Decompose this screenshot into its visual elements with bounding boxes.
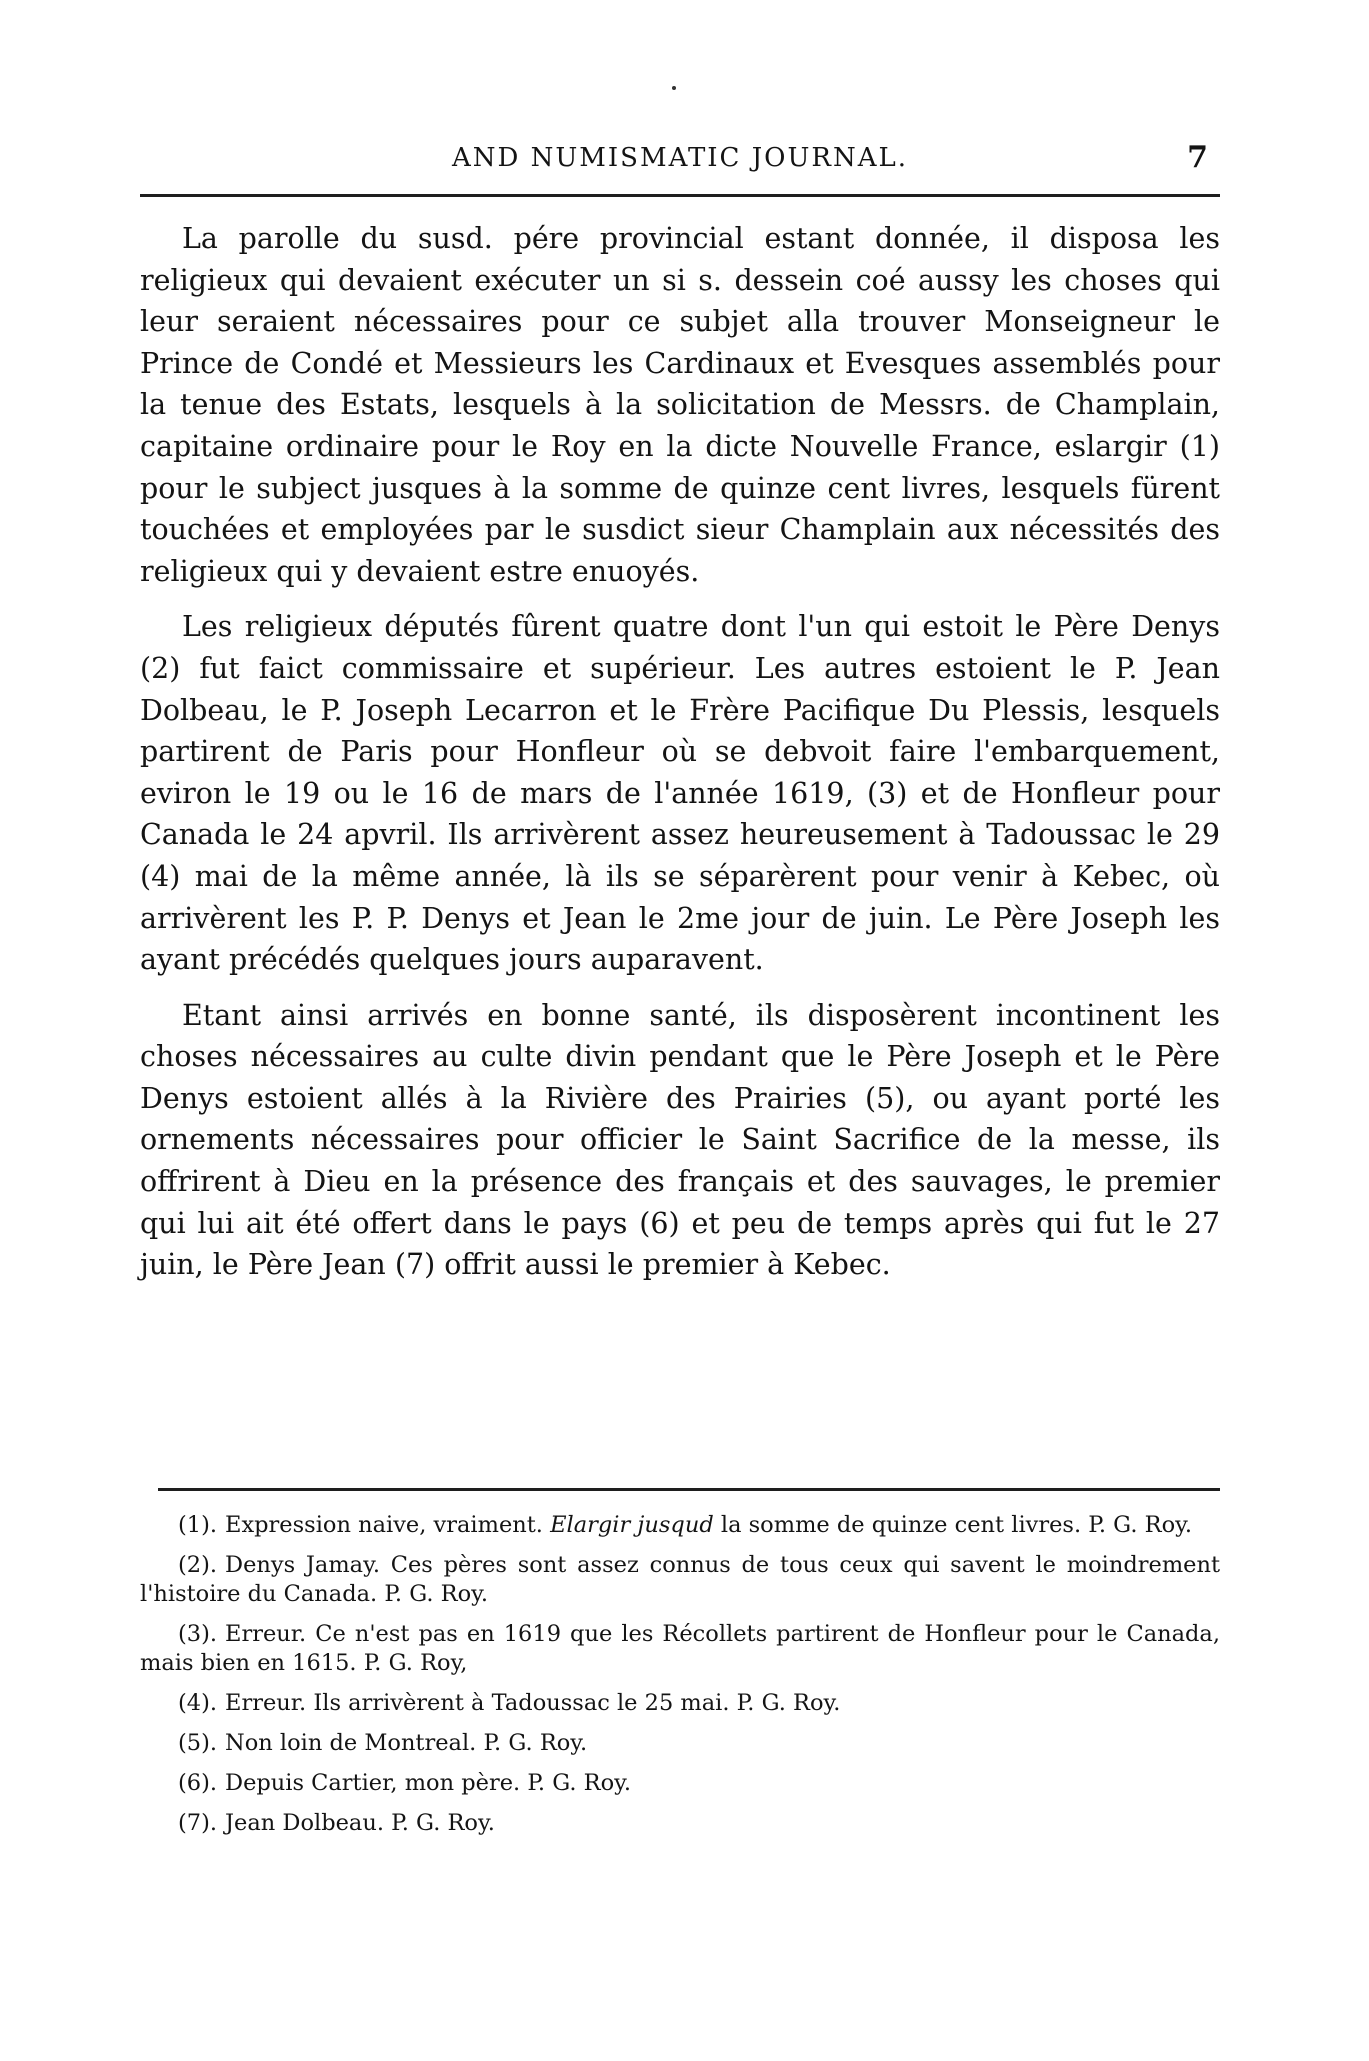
print-speck [672, 86, 676, 90]
footnote [140, 1769, 1220, 1798]
paragraph: Les religieux députés fûrent quatre dont l'un qui estoit le Père Denys (2) fut faict commissaire et supérieur. Les autres estoient le P. Jean Dolbeau, le P. Joseph Lecarron et le Frère Pacifique Du Plessis, lesquels partirent de Paris pour Honfleur où se debvoit faire l'embarquement, eviron le 19 ou le 16 de mars de l'année 1619, (3) et de Honfleur pour Canada le 24 apvril. Ils arrivèrent assez heureusement à Tadoussac le 29 (4) mai de la même année, là ils se séparèrent pour venir à Kebec, où arrivèrent les P. P. Denys et Jean le 2me jour de juin. Le Père Joseph les ayant précédés quelques jours auparavent. [140, 610, 1220, 977]
running-head [140, 140, 1220, 180]
body-text [140, 218, 1220, 1286]
paragraph: La parolle du susd. pére provincial estant donnée, il disposa les religieux qui devaient exécuter un si s. dessein coé aussy les choses qui leur seraient nécessaires pour ce subjet alla trouver Monseigneur le Prince de Condé et Messieurs les Cardinaux et Evesques assemblés pour la tenue des Estats, lesquels à la solicitation de Messrs. de Champlain, capitaine ordinaire pour le Roy en la dicte Nouvelle France, eslargir (1) pour le subject jusques à la somme de quinze cent livres, lesquels fürent touchées et employées par le susdict sieur Champlain aux nécessités des religieux qui y devaient estre enuoyés. [140, 222, 1220, 588]
running-title: AND NUMISMATIC JOURNAL. [451, 143, 909, 173]
footnote-marker: (4). [178, 1690, 218, 1716]
footnote-rule [158, 1488, 1220, 1491]
footnote-text: Erreur. Ils arrivèrent à Tadoussac le 25 mai. P. G. Roy. [225, 1690, 841, 1716]
footnote-text: Jean Dolbeau. P. G. Roy. [225, 1810, 495, 1836]
footnote-marker: (3). [178, 1621, 218, 1647]
paragraph: Etant ainsi arrivés en bonne santé, ils disposèrent incontinent les choses nécessaires au culte divin pendant que le Père Joseph et le Père Denys estoient allés à la Rivière des Prairies (5), ou ayant porté les ornements nécessaires pour officier le Saint Sacrifice de la messe, ils offrirent à Dieu en la présence des français et des sauvages, le premier qui lui ait été offert dans le pays (6) et peu de temps après qui fut le 27 juin, le Père Jean (7) offrit aussi le premier à Kebec. [140, 998, 1220, 1282]
footnote [140, 1620, 1220, 1678]
footnote-marker: (1). [178, 1512, 218, 1538]
footnote [140, 1511, 1220, 1540]
footnote [140, 1689, 1220, 1718]
footnote-emphasis: Elargir jusqud [550, 1512, 714, 1538]
header-rule [140, 194, 1220, 197]
footnote-text: Erreur. Ce n'est pas en 1619 que les Récollets partirent de Honfleur pour le Canada, mais bien en 1615. P. G. Roy, [140, 1621, 1220, 1676]
footnote-marker: (5). [178, 1730, 218, 1756]
footnote-text: Expression naive, vraiment. [225, 1512, 543, 1538]
footnotes [140, 1511, 1220, 1849]
footnote [140, 1551, 1220, 1609]
footnote-text: Non loin de Montreal. P. G. Roy. [225, 1730, 588, 1756]
footnote-marker: (7). [178, 1810, 218, 1836]
footnote-marker: (6). [178, 1770, 218, 1796]
footnote-text: Depuis Cartier, mon père. P. G. Roy. [225, 1770, 632, 1796]
footnote-marker: (2). [178, 1552, 218, 1578]
footnote-text: Denys Jamay. Ces pères sont assez connus de tous ceux qui savent le moindrement l'histoire du Canada. P. G. Roy. [140, 1552, 1220, 1607]
footnote-text: la somme de quinze cent livres. P. G. Roy. [720, 1512, 1192, 1538]
footnote [140, 1729, 1220, 1758]
footnote [140, 1809, 1220, 1838]
page-number: 7 [1187, 140, 1208, 175]
